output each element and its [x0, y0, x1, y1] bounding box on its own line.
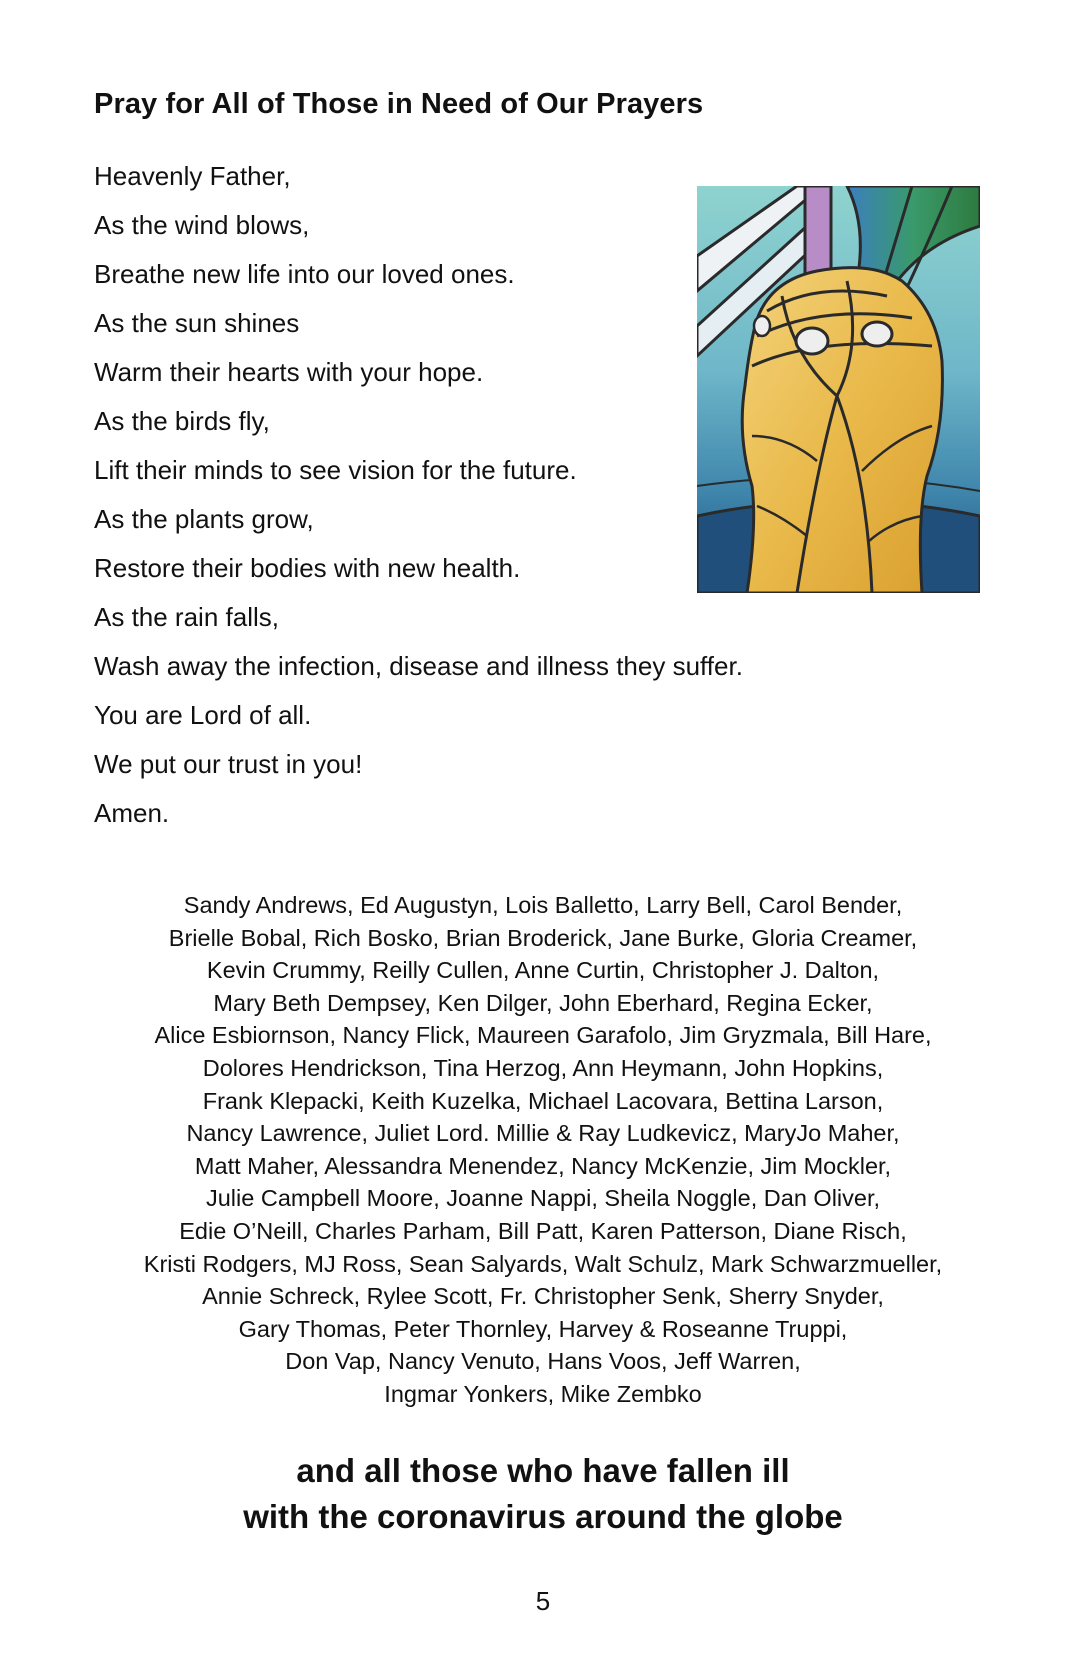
names-line: Kevin Crummy, Reilly Cullen, Anne Curtin, Christopher J. Dalton,	[206, 957, 880, 984]
names-line: Sandy Andrews, Ed Augustyn, Lois Balletto, Larry Bell, Carol Bender,	[183, 892, 903, 918]
prayer-line: Breathe new life into our loved ones.	[94, 259, 515, 289]
prayer-line: We put our trust in you!	[94, 749, 363, 779]
names-line: Nancy Lawrence, Juliet Lord. Millie & Ray Ludkevicz, MaryJo Maher,	[186, 1120, 900, 1147]
closing-line-1: and all those who have fallen ill	[296, 1452, 790, 1489]
names-line: Alice Esbiornson, Nancy Flick, Maureen Garafolo, Jim Gryzmala, Bill Hare,	[154, 1022, 932, 1049]
names-line: Mary Beth Dempsey, Ken Dilger, John Eberhard, Regina Ecker,	[213, 989, 873, 1016]
prayer-text	[94, 152, 743, 838]
names-line: Ingmar Yonkers, Mike Zembko	[384, 1380, 702, 1407]
names-line: Edie O’Neill, Charles Parham, Bill Patt, Karen Patterson, Diane Risch,	[179, 1217, 907, 1244]
names-line: Dolores Hendrickson, Tina Herzog, Ann Heymann, John Hopkins,	[202, 1054, 884, 1081]
prayer-line: Heavenly Father,	[94, 161, 291, 191]
names-line: Gary Thomas, Peter Thornley, Harvey & Roseanne Truppi,	[238, 1315, 848, 1342]
prayer-line: As the plants grow,	[94, 504, 314, 534]
names-line: Matt Maher, Alessandra Menendez, Nancy McKenzie, Jim Mockler,	[194, 1152, 892, 1179]
prayer-line: Lift their minds to see vision for the future.	[94, 455, 577, 485]
prayer-line: Wash away the infection, disease and illness they suffer.	[94, 651, 743, 681]
prayer-line: Amen.	[94, 798, 170, 828]
names-line: Frank Klepacki, Keith Kuzelka, Michael Lacovara, Bettina Larson,	[202, 1087, 884, 1114]
prayer-line: As the birds fly,	[94, 406, 270, 436]
names-line: Kristi Rodgers, MJ Ross, Sean Salyards, Walt Schulz, Mark Schwarzmueller,	[143, 1250, 943, 1277]
prayer-line: Restore their bodies with new health.	[94, 553, 521, 583]
prayer-line: As the rain falls,	[94, 602, 279, 632]
names-line: Don Vap, Nancy Venuto, Hans Voos, Jeff Warren,	[285, 1348, 801, 1375]
names-line: Julie Campbell Moore, Joanne Nappi, Sheila Noggle, Dan Oliver,	[205, 1185, 881, 1212]
praying-hands-image	[697, 186, 980, 593]
closing-statement	[40, 1448, 1046, 1540]
stained-glass-praying-hands-icon	[697, 186, 980, 593]
page-title: Pray for All of Those in Need of Our Prayers	[94, 88, 704, 120]
names-line: Brielle Bobal, Rich Bosko, Brian Broderick, Jane Burke, Gloria Creamer,	[168, 924, 918, 951]
prayer-line: You are Lord of all.	[94, 700, 312, 730]
prayer-line: As the sun shines	[94, 308, 300, 338]
prayer-names-list	[60, 889, 1026, 1411]
prayer-line: Warm their hearts with your hope.	[94, 357, 484, 387]
closing-line-2: with the coronavirus around the globe	[243, 1498, 843, 1535]
names-line: Annie Schreck, Rylee Scott, Fr. Christopher Senk, Sherry Snyder,	[202, 1283, 884, 1310]
page-number: 5	[535, 1586, 551, 1616]
prayer-line: As the wind blows,	[94, 210, 310, 240]
